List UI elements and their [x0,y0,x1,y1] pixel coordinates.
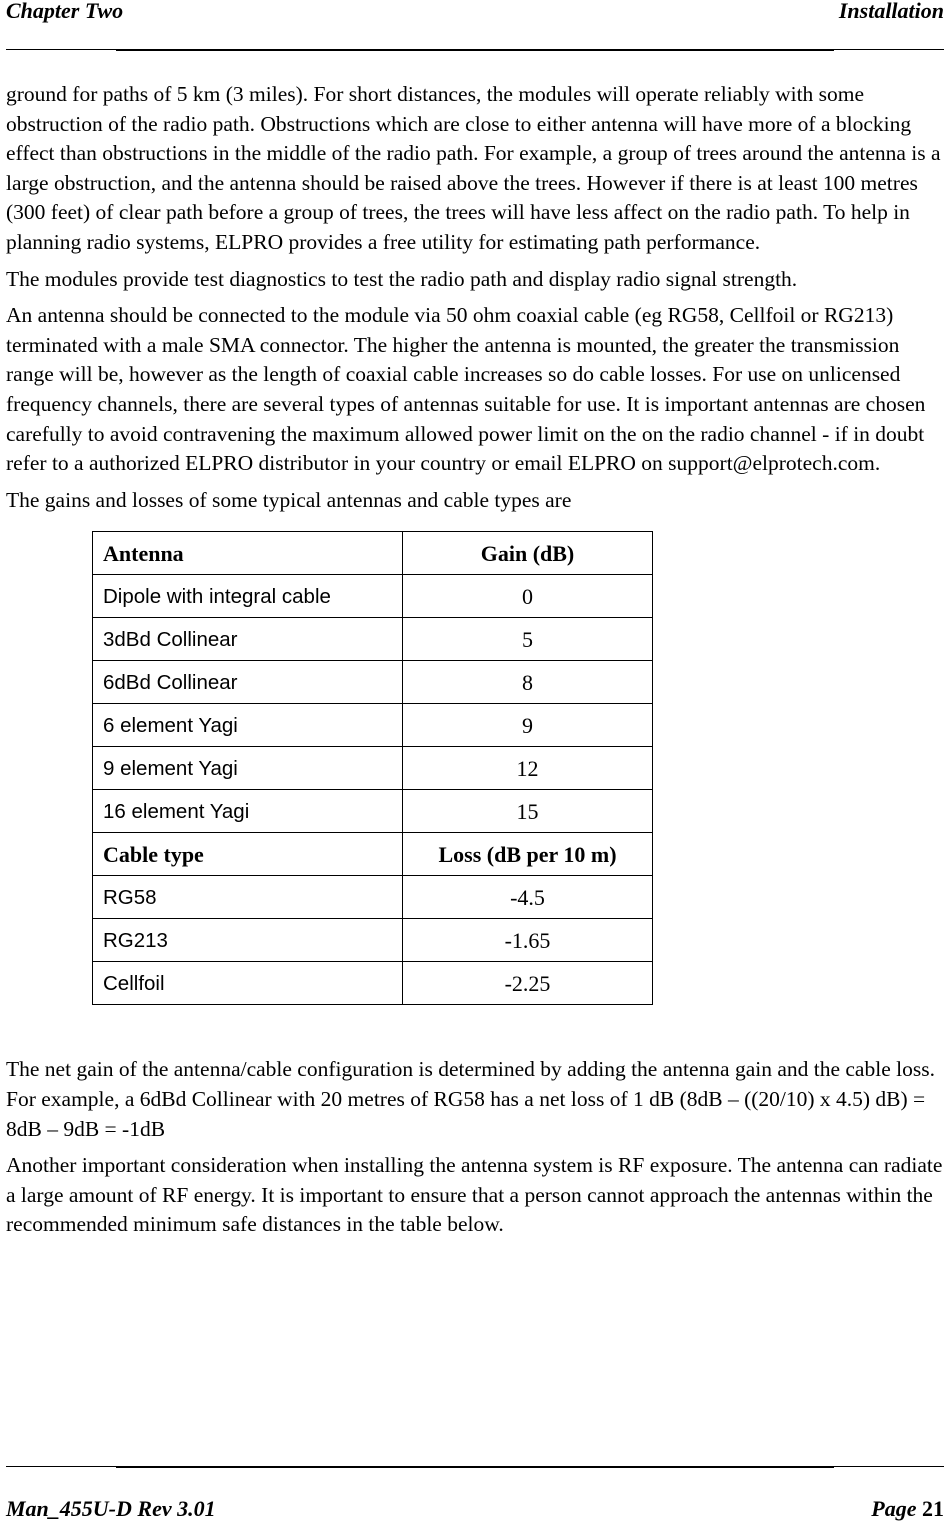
paragraph-rf-exposure: Another important consideration when installing the antenna system is RF exposure. The antenna can radiate a large amount of RF energy. It is important to ensure that a person cannot approach the antennas within the recommended minimum safe distances in the table below. [6,1153,943,1237]
table-row [93,876,653,919]
table-cell: 0 [403,575,653,618]
table-row [93,747,653,790]
footer-rule [6,1466,944,1467]
table-cell: RG58 [93,876,403,919]
table-row [93,962,653,1005]
page-header [6,0,944,30]
table-cell: 15 [403,790,653,833]
table-cell: 8 [403,661,653,704]
table-header-row [93,833,653,876]
gains-losses-table [92,531,653,1005]
chapter-title: Chapter Two [6,0,124,23]
table-cell: Dipole with integral cable [93,575,403,618]
page-number-label [871,1496,944,1522]
manual-revision: Man_455U-D Rev 3.01 [6,1496,216,1521]
header-rule [6,49,944,50]
table-header-cell: Cable type [93,833,403,876]
table-row [93,790,653,833]
table-cell: 6dBd Collinear [93,661,403,704]
section-title: Installation [838,0,944,23]
table-header-cell: Loss (dB per 10 m) [403,833,653,876]
table-row [93,919,653,962]
paragraph-net-gain: The net gain of the antenna/cable configuration is determined by adding the antenna gain and the cable loss. For example, a 6dBd Collinear with 20 metres of RG58 has a net loss of 1 dB (8dB – ((20/10) x 4.5) dB) = 8dB – 9dB = -1dB [6,1057,935,1141]
table-cell: 3dBd Collinear [93,618,403,661]
table-header-cell: Gain (dB) [403,532,653,575]
table-row [93,618,653,661]
paragraph-table-intro: The gains and losses of some typical antennas and cable types are [6,487,572,512]
paragraph-path: ground for paths of 5 km (3 miles). For short distances, the modules will operate reliably with some obstruction of the radio path. Obstructions which are close to either antenna will have more of a blocking effect than obstructions in the middle of the radio path. For example, a group of trees around the antenna is a large obstruction, and the antenna should be raised above the trees. However if there is at least 100 metres (300 feet) of clear path before a group of trees, the trees will have less affect on the radio path. To help in planning radio systems, ELPRO provides a free utility for estimating path performance. [6,82,941,254]
page-number: 21 [922,1496,944,1521]
table-cell: 12 [403,747,653,790]
paragraph-diagnostics: The modules provide test diagnostics to test the radio path and display radio signal strength. [6,266,798,291]
table-header-row [93,532,653,575]
paragraph-antenna-cable: An antenna should be connected to the module via 50 ohm coaxial cable (eg RG58, Cellfoil or RG213) terminated with a male SMA connector. The higher the antenna is mounted, the greater the transmission range will be, however as the length of coaxial cable increases so do cable losses. For use on unlicensed frequency channels, there are several types of antennas suitable for use. It is important antennas are chosen carefully to avoid contravening the maximum allowed power limit on the on the radio channel - if in doubt refer to a authorized ELPRO distributor in your country or email ELPRO on support@elprotech.com. [6,303,926,476]
table-cell: 9 element Yagi [93,747,403,790]
table-cell: 5 [403,618,653,661]
page-body [6,80,950,1247]
table-row [93,575,653,618]
page-label: Page [871,1496,922,1521]
table-cell: Cellfoil [93,962,403,1005]
table-cell: -1.65 [403,919,653,962]
table-row [93,704,653,747]
table-header-cell: Antenna [93,532,403,575]
table-cell: RG213 [93,919,403,962]
table-cell: -4.5 [403,876,653,919]
table-cell: 16 element Yagi [93,790,403,833]
table-cell: 9 [403,704,653,747]
table-cell: -2.25 [403,962,653,1005]
table-row [93,661,653,704]
table-cell: 6 element Yagi [93,704,403,747]
